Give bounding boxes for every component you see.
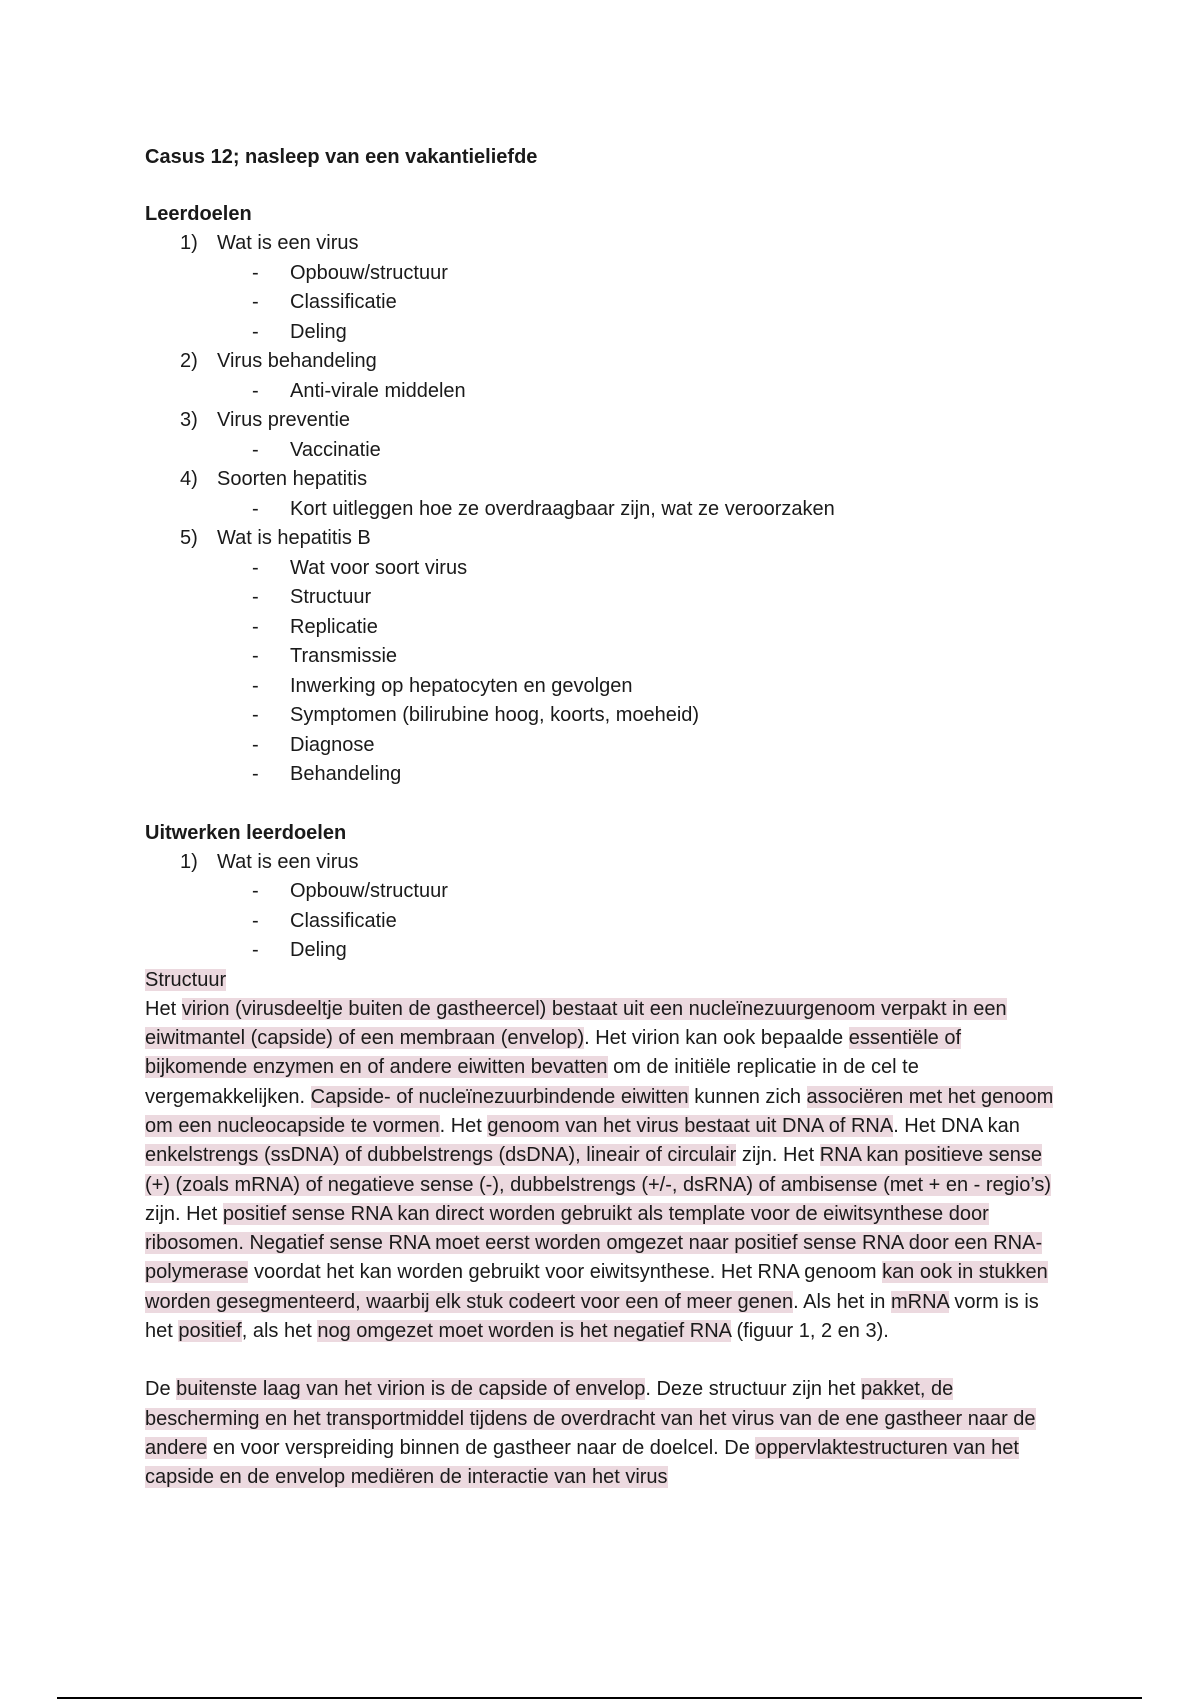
list-number: 1) [180, 850, 198, 873]
text-segment: De [145, 1378, 177, 1401]
sub-list-item [145, 259, 1065, 289]
dash-bullet: - [252, 704, 259, 726]
dash-bullet: - [252, 261, 259, 284]
list-number: 1) [180, 232, 198, 254]
leerdoelen-heading: Leerdoelen [145, 203, 252, 225]
sub-list-item-text: Classificatie [290, 291, 397, 313]
sub-list-item [145, 554, 1065, 584]
sub-list-item-text: Vaccinatie [290, 438, 381, 461]
sub-list-item [145, 701, 1065, 731]
list-item-label: Wat is een virus [217, 232, 359, 254]
list-item [145, 465, 1065, 524]
text-segment: zijn. Het [145, 1202, 223, 1225]
sub-list-item [145, 495, 1065, 525]
highlighted-text: oppervlaktestructuren van het capside en de envelop mediëren de interactie van het virus [145, 1436, 1019, 1489]
list-item [145, 406, 1065, 465]
highlighted-text: pakket, de bescherming en het transportmiddel tijdens de overdracht van het virus van de ene gastheer naar de andere [145, 1378, 1036, 1459]
text-segment: kunnen zich [688, 1085, 807, 1108]
dash-bullet: - [252, 615, 259, 638]
sub-list-item [145, 583, 1065, 613]
list-number: 4) [180, 468, 198, 490]
sub-list-item [145, 877, 1065, 907]
dash-bullet: - [252, 763, 259, 785]
dash-bullet: - [252, 586, 259, 608]
list-item [145, 524, 1065, 790]
dash-bullet: - [252, 497, 259, 520]
list-number: 2) [180, 350, 198, 372]
list-item-label: Virus behandeling [217, 350, 377, 372]
text-segment: (figuur 1, 2 en 3). [730, 1320, 889, 1343]
sub-list-item [145, 377, 1065, 407]
structuur-paragraph-1 [145, 995, 1065, 1347]
sub-list [217, 495, 1065, 525]
highlighted-text: associëren met het genoom om een nucleocapside te vormen [145, 1085, 1054, 1137]
sub-list-item [145, 288, 1065, 318]
text-segment: . Als het in [793, 1290, 891, 1313]
sub-list [217, 259, 1065, 348]
sub-list-item-text: Inwerking op hepatocyten en gevolgen [290, 674, 633, 697]
list-item-label: Wat is een virus [217, 850, 359, 873]
sub-list [217, 436, 1065, 466]
sub-list-item [145, 613, 1065, 643]
sub-list-item-text: Diagnose [290, 733, 375, 756]
highlighted-text: Capside- of nucleïnezuurbindende eiwitten [310, 1085, 689, 1108]
dash-bullet: - [252, 674, 259, 697]
highlighted-text: positief sense RNA kan direct worden gebruikt als template voor de eiwitsynthese door ribosomen. Negatief sense RNA moet eerst worden omgezet naar positief sense RNA door een RNA-polymerase [145, 1202, 1043, 1284]
highlighted-text: RNA kan positieve sense (+) (zoals mRNA) of negatieve sense (-), dubbelstrengs (+/-, dsRNA) of ambisense (met + en - regio’s) [145, 1144, 1052, 1196]
sub-list-item-text: Symptomen (bilirubine hoog, koorts, moeheid) [290, 704, 700, 726]
text-segment: en voor verspreiding binnen de gastheer naar de doelcel. De [207, 1436, 756, 1459]
dash-bullet: - [252, 733, 259, 756]
dash-bullet: - [252, 880, 259, 902]
sub-list-item-text: Replicatie [290, 615, 378, 638]
list-item-label: Soorten hepatitis [217, 468, 368, 490]
structuur-paragraph-2 [145, 1375, 1065, 1492]
page-bottom-rule [57, 1697, 1142, 1699]
highlighted-text: genoom van het virus bestaat uit DNA of RNA [487, 1114, 894, 1137]
highlighted-text: mRNA [891, 1290, 949, 1313]
sub-list-item-text: Wat voor soort virus [290, 556, 468, 579]
highlighted-text: positief [178, 1320, 242, 1343]
sub-list-item [145, 642, 1065, 672]
highlighted-text: nog omgezet moet worden is het negatief RNA [317, 1320, 731, 1343]
sub-list-item-text: Transmissie [290, 645, 398, 667]
sub-list-item [145, 760, 1065, 790]
text-segment: . Het [439, 1114, 488, 1137]
dash-bullet: - [252, 291, 259, 313]
highlighted-text: kan ook in stukken worden gesegmenteerd, waarbij elk stuk codeert voor een of meer genen [145, 1261, 1048, 1313]
sub-list-item-text: Kort uitleggen hoe ze overdraagbaar zijn, wat ze veroorzaken [290, 497, 835, 520]
sub-list-item-text: Classificatie [290, 909, 397, 932]
text-segment: vorm is is het [145, 1290, 1039, 1343]
text-segment: , als het [241, 1320, 318, 1343]
list-item [145, 848, 1065, 966]
leerdoelen-list [145, 229, 1065, 790]
sub-list [217, 377, 1065, 407]
dash-bullet: - [252, 645, 259, 667]
dash-bullet: - [252, 939, 259, 961]
dash-bullet: - [252, 320, 259, 343]
text-segment: . Het virion kan ook bepaalde [584, 1027, 849, 1050]
sub-list-item [145, 936, 1065, 966]
sub-list-item-text: Opbouw/structuur [290, 880, 448, 902]
text-segment: voordat het kan worden gebruikt voor eiwitsynthese. Het RNA genoom [248, 1261, 883, 1284]
uitwerken-list [145, 848, 1065, 966]
list-item-label: Wat is hepatitis B [217, 527, 371, 549]
list-item [145, 347, 1065, 406]
document-page [145, 142, 1065, 1493]
uitwerken-heading: Uitwerken leerdoelen [145, 821, 347, 844]
sub-list-item-text: Deling [290, 939, 347, 961]
sub-list-item [145, 672, 1065, 702]
sub-list-item [145, 436, 1065, 466]
structuur-subheading: Structuur [145, 968, 227, 991]
sub-list-item-text: Deling [290, 320, 347, 343]
text-segment: zijn. Het [736, 1144, 820, 1167]
sub-list [217, 554, 1065, 790]
list-number: 3) [180, 409, 198, 431]
highlighted-text: virion (virusdeeltje buiten de gastheercel) bestaat uit een nucleïnezuurgenoom verpakt in een eiwitmantel (capside) of een membraan (envelop) [145, 997, 1007, 1050]
sub-list-item-text: Anti-virale middelen [290, 379, 466, 402]
dash-bullet: - [252, 909, 259, 932]
dash-bullet: - [252, 438, 259, 461]
sub-list-item [145, 907, 1065, 937]
sub-list-item-text: Structuur [290, 586, 372, 608]
sub-list-item [145, 318, 1065, 348]
dash-bullet: - [252, 379, 259, 402]
sub-list-item-text: Behandeling [290, 763, 402, 785]
document-title: Casus 12; nasleep van een vakantieliefde [145, 146, 538, 168]
list-number: 5) [180, 527, 198, 549]
text-segment: . Het DNA kan [893, 1114, 1020, 1137]
highlighted-text: essentiële of bijkomende enzymen en of andere eiwitten bevatten [145, 1027, 962, 1079]
text-segment: Het [145, 997, 182, 1020]
sub-list [217, 877, 1065, 966]
highlighted-text: buitenste laag van het virion is de capside of envelop [176, 1378, 646, 1401]
list-item-label: Virus preventie [217, 409, 351, 431]
sub-list-item [145, 731, 1065, 761]
highlighted-text: enkelstrengs (ssDNA) of dubbelstrengs (dsDNA), lineair of circulair [145, 1144, 737, 1167]
text-segment: om de initiële replicatie in de cel te vergemakkelijken. [145, 1056, 919, 1108]
sub-list-item-text: Opbouw/structuur [290, 261, 448, 284]
text-segment: . Deze structuur zijn het [645, 1378, 861, 1401]
dash-bullet: - [252, 556, 259, 579]
list-item [145, 229, 1065, 347]
